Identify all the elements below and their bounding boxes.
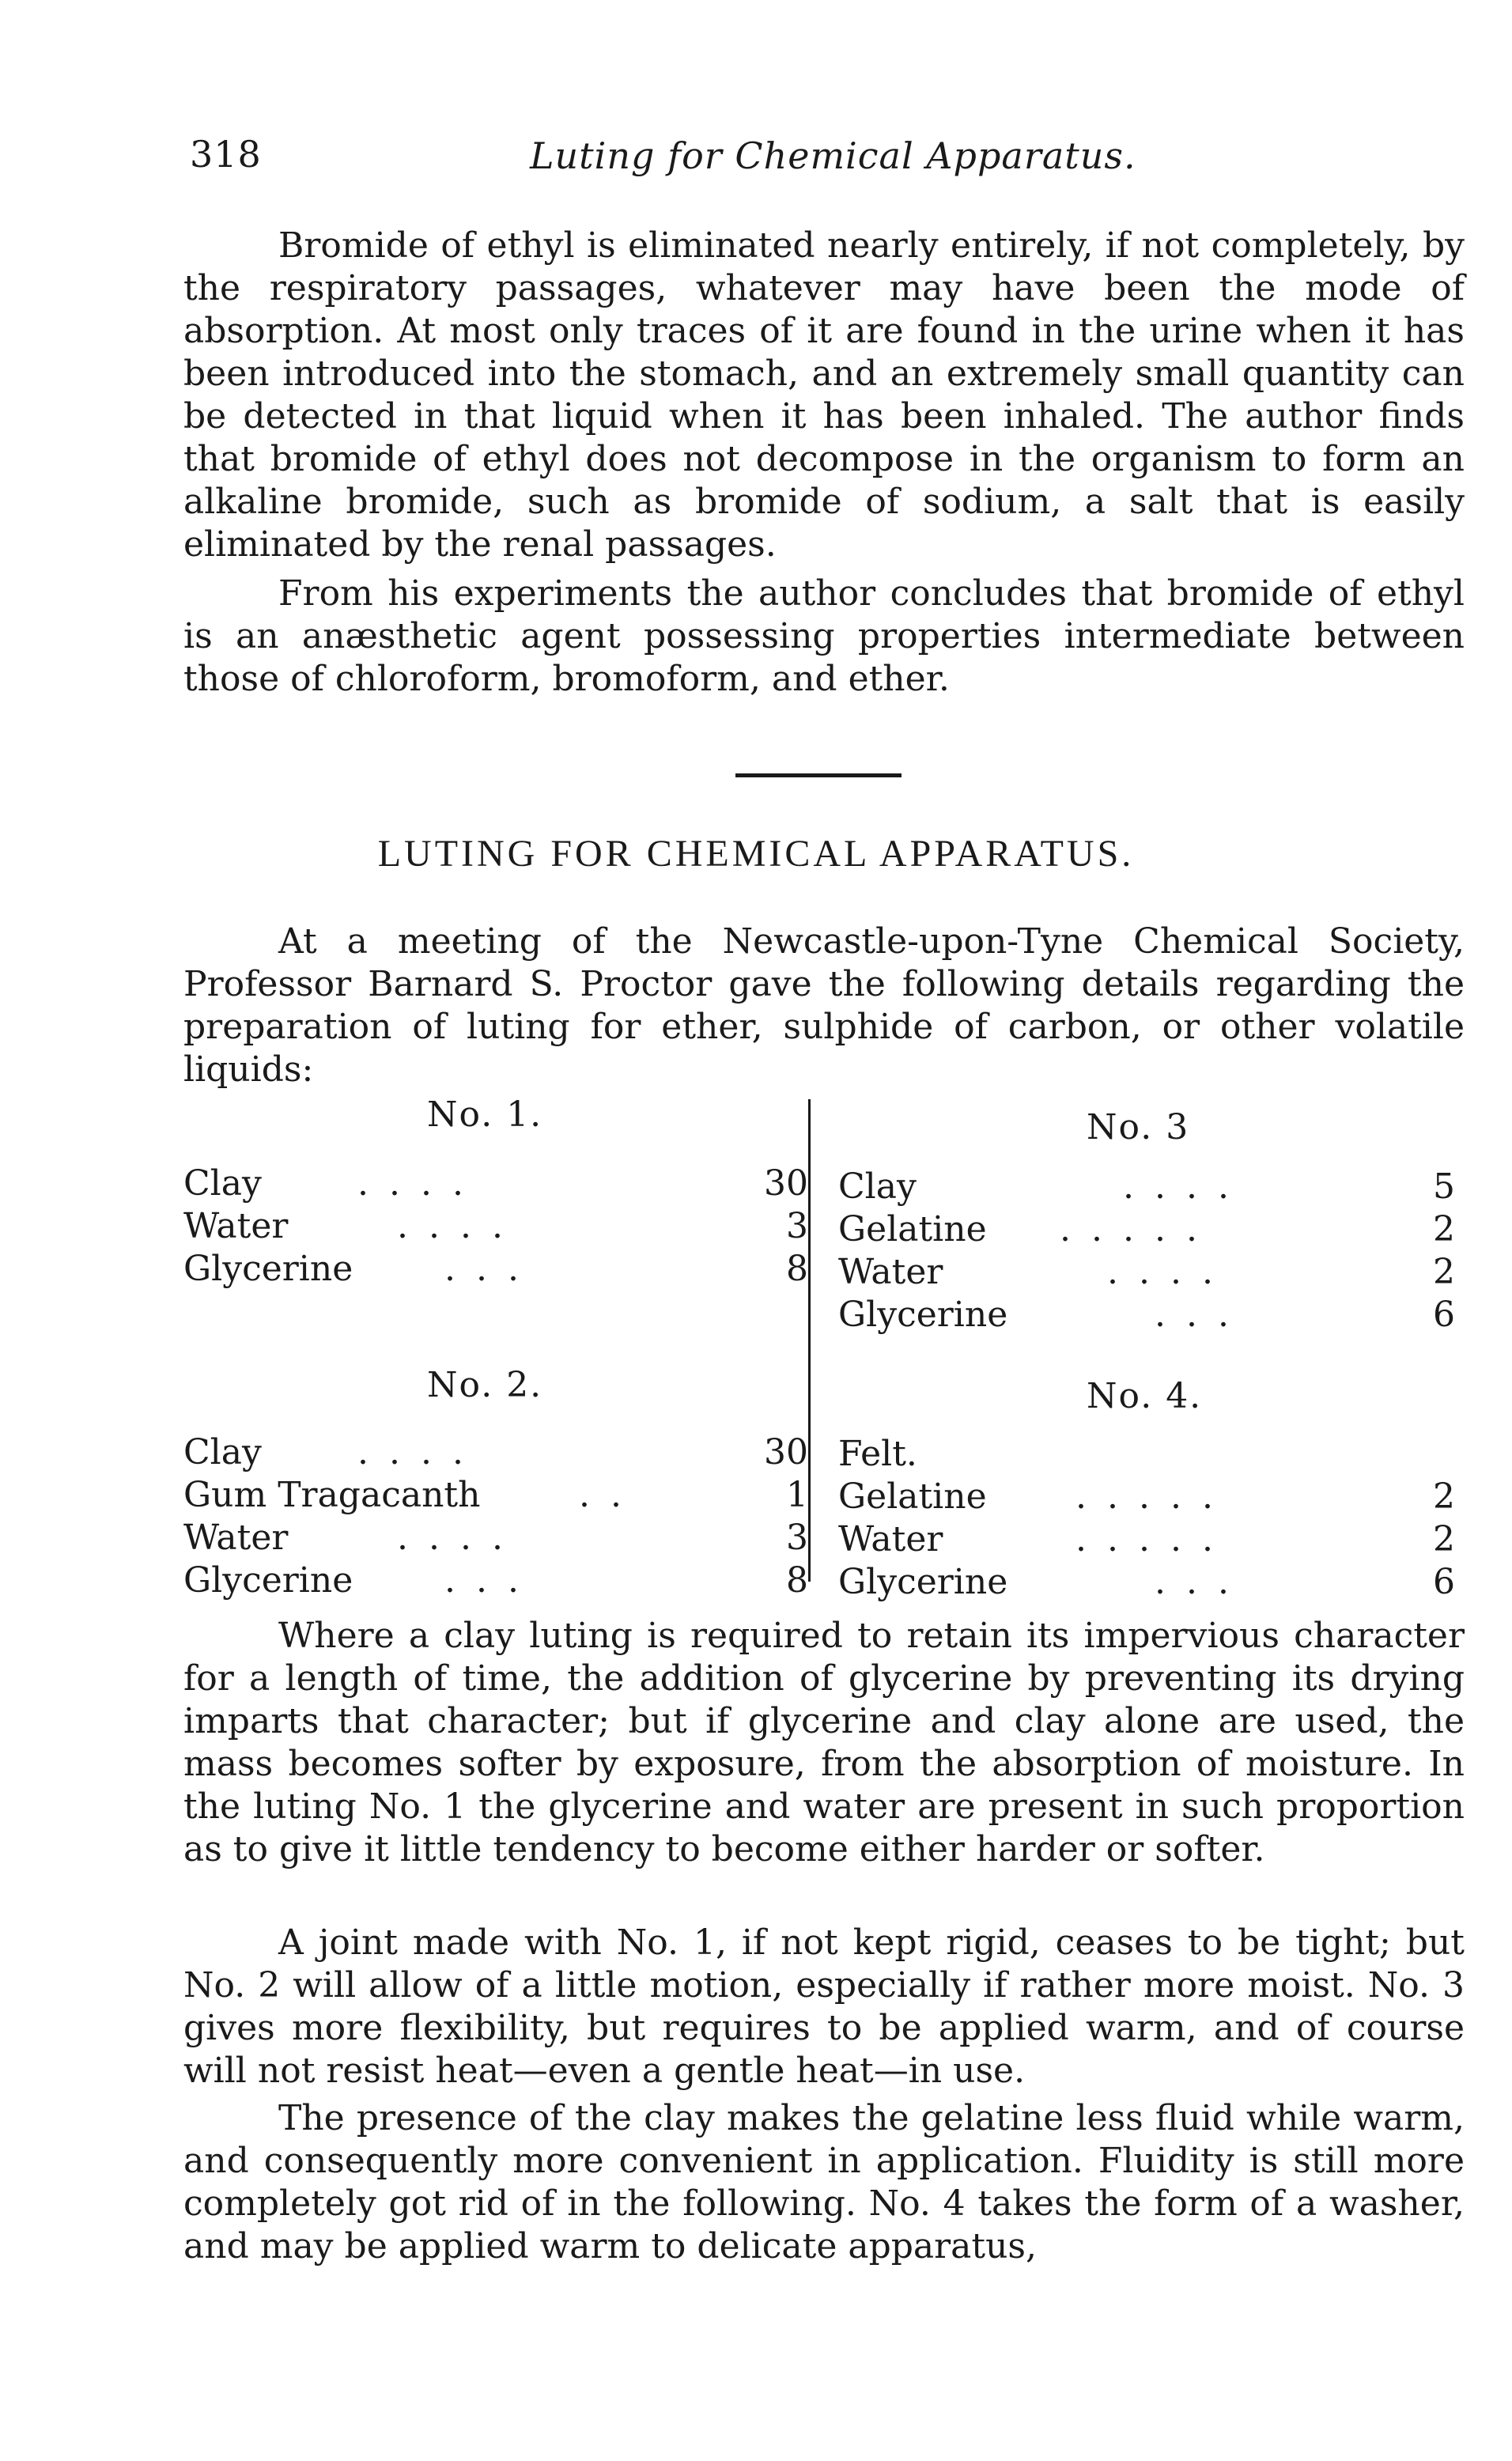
- leader-dots: ....: [1123, 1166, 1249, 1207]
- ingredient-name: Glycerine: [838, 1562, 1008, 1602]
- recipe-row: [183, 1474, 808, 1517]
- ingredient-quantity: 6: [1433, 1562, 1455, 1602]
- closing-paragraph-2: A joint made with No. 1, if not kept rigid, ceases to be tight; but No. 2 will allow of a little motion, especially if rather more moist. No. 3 gives more flexibility, but requires to be applied warm, and of course will not resist heat—even a gentle heat—in use.: [183, 1922, 1465, 2091]
- section-divider-rule: [735, 773, 902, 777]
- section-title: LUTING FOR CHEMICAL APPARATUS.: [377, 833, 1135, 875]
- ingredient-name: Clay: [183, 1163, 262, 1204]
- recipe-row: [183, 1205, 808, 1248]
- leader-dots: ....: [397, 1206, 524, 1246]
- recipe-row: [838, 1433, 1455, 1476]
- ingredient-quantity: 5: [1433, 1166, 1455, 1207]
- recipe-row: [838, 1476, 1455, 1518]
- leader-dots: ....: [357, 1163, 484, 1204]
- ingredient-quantity: 30: [764, 1163, 808, 1204]
- ingredient-name: Gelatine: [838, 1209, 987, 1249]
- recipe-row: [838, 1561, 1455, 1604]
- running-title: Luting for Chemical Apparatus.: [530, 134, 1136, 177]
- recipe-row: [838, 1166, 1455, 1208]
- leader-dots: ....: [357, 1432, 484, 1472]
- ingredient-quantity: 1: [786, 1475, 808, 1515]
- ingredient-quantity: 8: [786, 1560, 808, 1601]
- recipe-row: [838, 1251, 1455, 1294]
- ingredient-name: Glycerine: [838, 1295, 1008, 1335]
- recipe-heading-no-1: No. 1.: [427, 1094, 543, 1135]
- recipe-list-no-1: [183, 1162, 808, 1291]
- ingredient-quantity: 30: [764, 1432, 808, 1472]
- recipe-list-no-3: [838, 1166, 1455, 1336]
- ingredient-name: Clay: [838, 1166, 917, 1207]
- recipe-row: [183, 1248, 808, 1291]
- intro-paragraph-2: From his experiments the author concludes that bromide of ethyl is an anæsthetic agent possessing properties intermediate between those of chloroform, bromoform, and ether.: [183, 573, 1465, 699]
- leader-dots: ...: [444, 1560, 539, 1601]
- leader-dots: .....: [1075, 1519, 1234, 1559]
- leader-dots: .....: [1075, 1476, 1234, 1517]
- recipe-heading-no-3: No. 3: [1087, 1107, 1190, 1147]
- leader-dots: ...: [1155, 1295, 1249, 1335]
- ingredient-name: Glycerine: [183, 1249, 353, 1289]
- leader-dots: ....: [397, 1518, 524, 1558]
- leader-dots: ...: [1155, 1562, 1249, 1602]
- recipe-list-no-2: [183, 1431, 808, 1602]
- recipe-row: [183, 1559, 808, 1602]
- ingredient-name: Water: [183, 1206, 289, 1246]
- recipe-row: [183, 1431, 808, 1474]
- ingredient-name: Water: [838, 1519, 943, 1559]
- recipe-heading-no-4: No. 4.: [1087, 1376, 1203, 1416]
- leader-dots: ..: [579, 1475, 642, 1515]
- recipe-heading-no-2: No. 2.: [427, 1365, 543, 1405]
- ingredient-name: Felt.: [838, 1434, 917, 1474]
- recipe-column-divider: [808, 1099, 811, 1582]
- ingredient-quantity: 8: [786, 1249, 808, 1289]
- recipe-row: [838, 1518, 1455, 1561]
- page-header: [190, 133, 1455, 196]
- recipe-row: [183, 1517, 808, 1559]
- closing-paragraph-1: Where a clay luting is required to retain its impervious character for a length of time, the addition of glycerine by preventing its drying imparts that character; but if glycerine and clay alone are used, the mass becomes softer by exposure, from the absorption of moisture. In the luting No. 1 the glycerine and water are present in such proportion as to give it little tendency to become either harder or softer.: [183, 1616, 1465, 1869]
- recipe-row: [183, 1162, 808, 1205]
- ingredient-quantity: 3: [786, 1518, 808, 1558]
- intro-paragraph-1: Bromide of ethyl is eliminated nearly entirely, if not completely, by the respiratory passages, whatever may have been the mode of absorption. At most only traces of it are found in the urine when it has been introduced into the stomach, and an extremely small quantity can be detected in that liquid when it has been inhaled. The author finds that bromide of ethyl does not decompose in the organism to form an alkaline bromide, such as bromide of sodium, a salt that is easily eliminated by the renal passages.: [183, 225, 1465, 565]
- recipe-row: [838, 1208, 1455, 1251]
- ingredient-quantity: 2: [1433, 1209, 1455, 1249]
- leader-dots: .....: [1060, 1209, 1218, 1249]
- ingredient-name: Gum Tragacanth: [183, 1475, 481, 1515]
- closing-paragraph-3: The presence of the clay makes the gelatine less fluid while warm, and consequently more convenient in application. Fluidity is still more completely got rid of in the following. No. 4 takes the form of a washer, and may be applied warm to delicate apparatus,: [183, 2098, 1465, 2266]
- ingredient-quantity: 3: [786, 1206, 808, 1246]
- page-number: 318: [190, 133, 262, 176]
- ingredient-name: Water: [183, 1518, 289, 1558]
- ingredient-name: Water: [838, 1252, 943, 1292]
- ingredient-quantity: 6: [1433, 1295, 1455, 1335]
- section-intro-paragraph: At a meeting of the Newcastle-upon-Tyne Chemical Society, Professor Barnard S. Proctor gave the following details regarding the preparation of luting for ether, sulphide of carbon, or other volatile liquids:: [183, 921, 1465, 1090]
- ingredient-name: Clay: [183, 1432, 262, 1472]
- recipe-row: [838, 1294, 1455, 1336]
- ingredient-quantity: 2: [1433, 1519, 1455, 1559]
- leader-dots: ....: [1107, 1252, 1234, 1292]
- ingredient-name: Glycerine: [183, 1560, 353, 1601]
- ingredient-quantity: 2: [1433, 1476, 1455, 1517]
- recipe-list-no-4: [838, 1433, 1455, 1604]
- ingredient-quantity: 2: [1433, 1252, 1455, 1292]
- ingredient-name: Gelatine: [838, 1476, 987, 1517]
- leader-dots: ...: [444, 1249, 539, 1289]
